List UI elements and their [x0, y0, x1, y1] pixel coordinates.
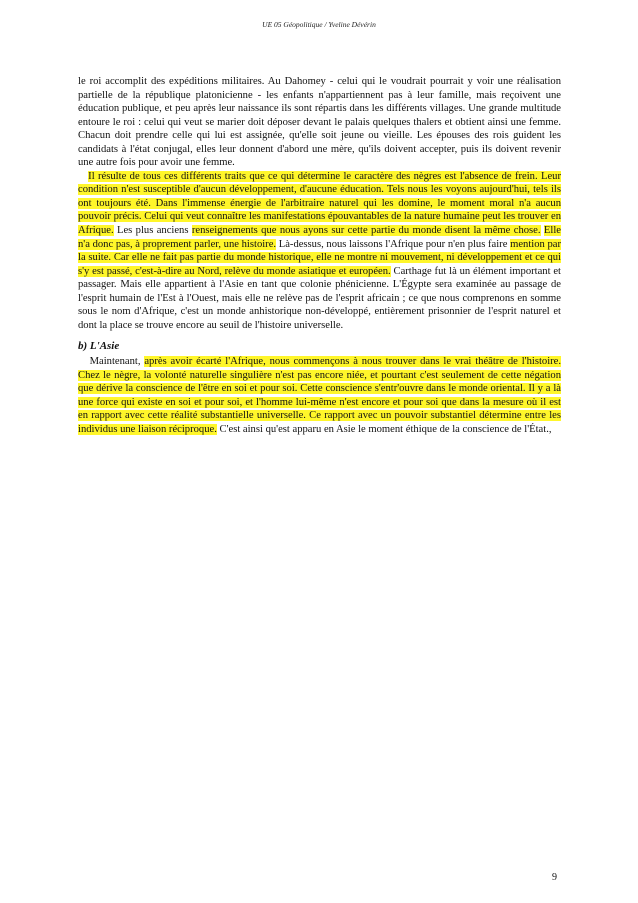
page-number: 9 — [552, 872, 557, 883]
paragraph-text: le roi accomplit des expéditions militaires. Au Dahomey - celui qui le voudrait pourrait y voir une réalisation partielle de la république platonicienne - les enfants n'appartiennent pas à leur famille, mais reçoivent une éducation publique, et peu après leur naissance ils sont répartis dans les différents villages. Une grande multitude entoure le roi : celui qui veut se marier doit déposer devant le palais quelques thalers et obtient ainsi une femme. Chacun doit prendre celle qui lui est assignée, qu'elle soit jeune ou vieille. Les épouses des rois guident les candidats à l'état conjugal, elles leur donnent d'abord une mère, qu'ils doivent accepter, puis ils doivent revenir une autre fois pour avoir une femme. — [78, 76, 561, 169]
highlighted-passage: après avoir écarté l'Afrique, nous commençons à nous trouver dans le vrai théâtre de l'histoire. Chez le nègre, la volonté naturelle singulière n'est pas encore niée, et pourtant c'est seulement de cette négation que dérive la conscience de l'être en soi et pour soi. Cette conscience s'entr'ouvre dans le monde oriental. Il y a là une force qui existe en soi et pour soi, et l'homme lui-même n'est encore et pour soi que dans la mesure où il est en rapport avec cette réalité substantielle universelle. Ce rapport avec un pouvoir substantiel détermine entre les individus une liaison réciproque. — [78, 356, 562, 435]
paragraph-africa — [78, 75, 561, 332]
running-header: UE 05 Géopolitique / Yveline Dévérin — [262, 20, 376, 29]
paragraph-text: Carthage fut là un élément important et passager. Mais elle appartient à l'Asie en tant que colonie phénicienne. L'Égypte sera examinée au passage de l'esprit humain de l'Est à l'Ouest, mais elle ne relève pas de l'esprit africain ; ce que nous comprenons en somme sous le nom d'Afrique, c'est un monde anhistorique non-développé, entièrement prisonnier de l'esprit naturel et dont la place se trouve encore au seuil de l'histoire universelle. — [78, 265, 561, 331]
indent-space — [78, 356, 90, 367]
paragraph-text: Les plus anciens — [113, 225, 192, 237]
highlighted-passage: Elle n'a donc pas, à proprement parler, une histoire. — [78, 225, 561, 250]
highlighted-passage: mention par la suite. Car elle ne fait pas partie du monde historique, elle ne montre ni mouvement, ni développement et ce qui s'y est passé, c'est-à-dire au Nord, relève du monde asiatique et européen. — [78, 238, 561, 277]
highlighted-passage: renseignements que nous ayons sur cette partie du monde disent la même chose. — [191, 225, 541, 237]
paragraph-text: C'est ainsi qu'est apparu en Asie le moment éthique de la conscience de l'État., — [216, 423, 552, 435]
paragraph-text: Maintenant, — [89, 356, 145, 367]
paragraph-asia — [78, 355, 561, 436]
indent-space — [78, 171, 88, 182]
paragraph-text: Là-dessus, nous laissons l'Afrique pour n'en plus faire — [276, 238, 511, 250]
highlighted-passage: Il résulte de tous ces différents traits que ce qui détermine le caractère des nègres est l'absence de frein. Leur condition n'est susceptible d'aucun développement, d'aucune éducation. Tels nous les voyons aujourd'hui, tels ils ont toujours été. Dans l'immense énergie de l'arbitraire naturel qui les domine, le moment moral n'a aucun pouvoir précis. Celui qui veut connaître les manifestations épouvantables de la nature humaine peut les trouver en Afrique. — [78, 170, 561, 237]
section-heading: b) L'Asie — [78, 340, 120, 352]
